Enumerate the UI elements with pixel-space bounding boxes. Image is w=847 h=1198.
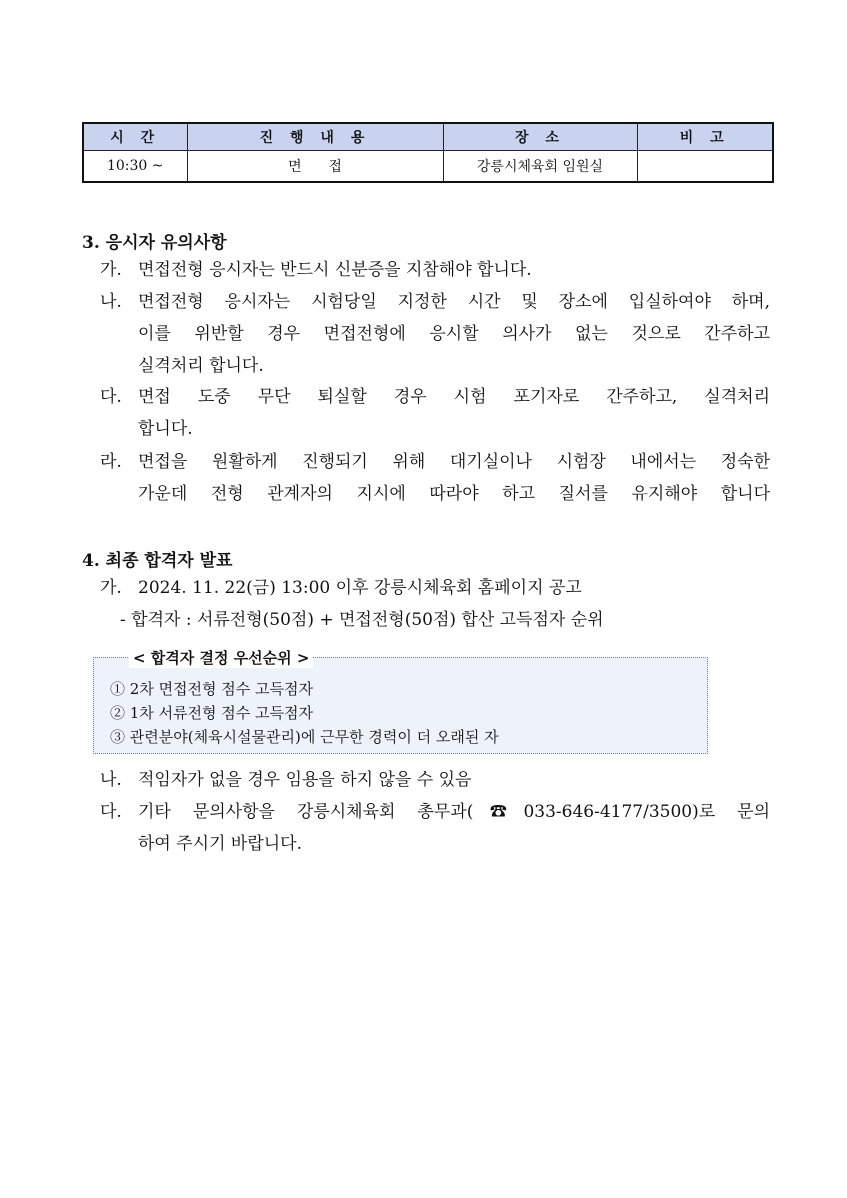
priority-item: ① 2차 면접전형 점수 고득점자 <box>110 680 314 698</box>
list-item <box>100 286 770 382</box>
priority-item: ③ 관련분야(체육시설물관리)에 근무한 경력이 더 오래된 자 <box>110 728 499 746</box>
priority-item: ② 1차 서류전형 점수 고득점자 <box>110 704 314 722</box>
section-4-title: 4. 최종 합격자 발표 <box>82 551 233 571</box>
item-text: 실격처리 합니다. <box>138 356 264 376</box>
item-marker: 라. <box>100 452 122 472</box>
item-text: 면접을 원활하게 진행되기 위해 대기실이나 시험장 내에서는 정숙한 <box>138 452 770 472</box>
item-text: 면접 도중 무단 퇴실할 경우 시험 포기자로 간주하고, 실격처리 <box>138 387 770 407</box>
item-text: 합니다. <box>138 419 193 439</box>
list-item <box>100 796 770 860</box>
list-item <box>100 446 770 510</box>
schedule-table <box>82 122 774 183</box>
list-item <box>100 254 770 286</box>
item-text: 면접전형 응시자는 시험당일 지정한 시간 및 장소에 입실하여야 하며, <box>138 292 770 312</box>
list-item <box>100 381 770 445</box>
list-item <box>100 572 770 604</box>
item-marker: 다. <box>100 802 122 822</box>
header-note: 비 고 <box>637 123 773 151</box>
item-text: 이를 위반할 경우 면접전형에 응시할 의사가 없는 것으로 간주하고 <box>138 324 770 344</box>
priority-box-title: < 합격자 결정 우선순위 > <box>129 648 313 668</box>
cell-place: 강릉시체육회 임원실 <box>443 151 637 183</box>
item-text: 하여 주시기 바랍니다. <box>138 834 303 854</box>
table-row <box>83 151 773 183</box>
item-marker: 나. <box>100 770 122 790</box>
section-3-title: 3. 응시자 유의사항 <box>82 233 227 253</box>
item-text: 가운데 전형 관계자의 지시에 따라야 하고 질서를 유지해야 합니다 <box>138 484 770 504</box>
item-text: 면접전형 응시자는 반드시 신분증을 지참해야 합니다. <box>138 260 532 280</box>
sub-item: - 합격자 : 서류전형(50점) + 면접전형(50점) 합산 고득점자 순위 <box>120 610 604 630</box>
cell-note <box>637 151 773 183</box>
item-text: 적임자가 없을 경우 임용을 하지 않을 수 있음 <box>138 770 472 790</box>
item-marker: 가. <box>100 260 122 280</box>
item-marker: 나. <box>100 292 122 312</box>
item-text: 2024. 11. 22(금) 13:00 이후 강릉시체육회 홈페이지 공고 <box>138 578 582 598</box>
item-text: 기타 문의사항을 강릉시체육회 총무과(☎033-646-4177/3500)로 문의 <box>138 802 770 822</box>
header-time: 시 간 <box>83 123 187 151</box>
priority-box <box>93 649 708 754</box>
item-marker: 가. <box>100 578 122 598</box>
list-item <box>100 764 770 796</box>
item-marker: 다. <box>100 387 122 407</box>
header-content: 진 행 내 용 <box>187 123 443 151</box>
table-header-row <box>83 123 773 151</box>
cell-content: 면 접 <box>187 151 443 183</box>
cell-time: 10:30 ~ <box>83 151 187 183</box>
header-place: 장 소 <box>443 123 637 151</box>
